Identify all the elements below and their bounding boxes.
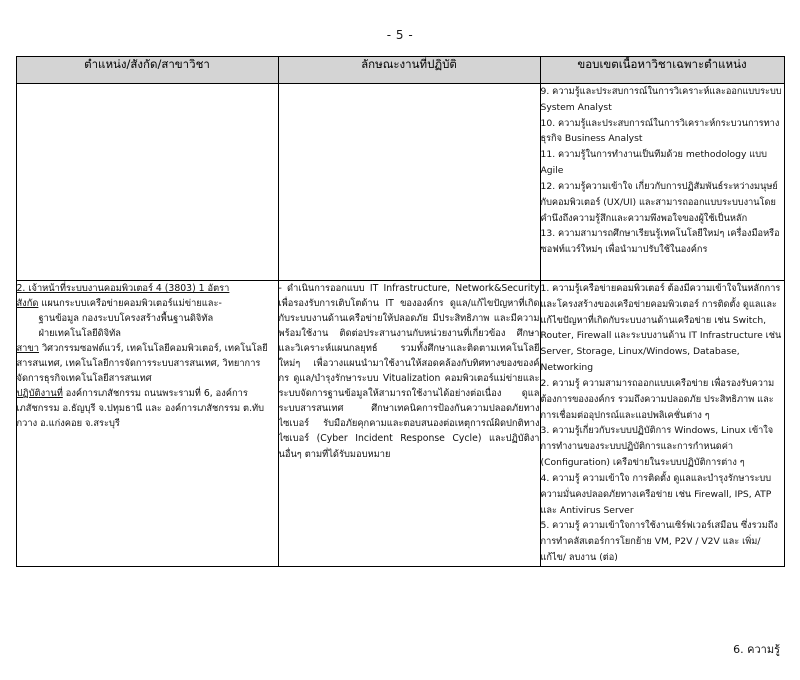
scope-item: 13. ความสามารถศึกษาเรียนรู้เทคโนโลยีใหม่ๆ เครื่องมือหรือซอฟท์แวร์ใหม่ๆ เพื่อนำมาปรับใช้ในองค์กร	[540, 228, 780, 256]
position-title: 2. เจ้าหน้าที่ระบบงานคอมพิวเตอร์ 4 (3803) 1 อัตรา	[16, 283, 230, 294]
page-number: - 5 -	[386, 28, 414, 42]
scope-item: 3. ความรู้เกี่ยวกับระบบปฏิบัติการ Windows, Linux เข้าใจการทำงานของระบบปฏิบัติการและการกำหนดค่า (Configuration) เครือข่ายในระบบปฏิบัติการต่าง ๆ	[540, 425, 774, 469]
scope-item: 4. ความรู้ ความเข้าใจ การติดตั้ง ดูแลและบำรุงรักษาระบบความมั่นคงปลอดภัยทางเครือข่าย เช่น Firewall, IPS, ATP และ Antivirus Server	[540, 472, 772, 516]
scope-item: 11. ความรู้ในการทำงานเป็นทีมด้วย methodology แบบ Agile	[540, 149, 767, 177]
scope-item: 10. ความรู้และประสบการณ์ในการวิเคราะห์กระบวนการทางธุรกิจ Business Analyst	[540, 117, 780, 145]
cell-job-description-details	[278, 281, 540, 567]
table-header-row	[16, 57, 784, 84]
scope-item: 1. ความรู้เครือข่ายคอมพิวเตอร์ ต้องมีความเข้าใจในหลักการและโครงสร้างของเครือข่ายคอมพิวเตอร์ การติดตั้ง ดูแลและแก้ไขปัญหาที่เกิดกับระบบงานด้านเครือข่าย เช่น Switch, Router, Firewall และระบบงานด้าน IT Infrastructure เช่น Server, Storage, Linux/Windows, Database, Networking	[540, 283, 782, 374]
column-header-job-description: ลักษณะงานที่ปฏิบัติ	[278, 57, 540, 84]
affiliation-line-3: ฝ่ายเทคโนโลยีดิจิทัล	[38, 328, 121, 340]
scope-item: 2. ความรู้ ความสามารถออกแบบเครือข่าย เพื่อรองรับความต้องการขององค์กร รวมถึงความปลอดภัย ประสิทธิภาพ และการเชื่อมต่ออุปกรณ์และแอปพลิเคชั่นต่าง ๆ	[540, 377, 775, 421]
workplace-text: องค์การเภสัชกรรม ถนนพระรามที่ 6, องค์การเภสัชกรรม อ.ธัญบุรี จ.ปทุมธานี และ องค์การเภสัชกรรม ต.ทับกวาง อ.แก่งคอย จ.สระบุรี	[16, 388, 265, 430]
table-row	[16, 281, 784, 567]
cell-scope-details	[540, 281, 784, 567]
continuation-footer-note: 6. ความรู้	[733, 643, 780, 656]
workplace-label: ปฏิบัติงานที่	[16, 388, 63, 400]
cell-scope-continued	[540, 84, 784, 281]
table-body	[16, 84, 784, 567]
major-label: สาขา	[16, 343, 39, 355]
affiliation-line-1: แผนกระบบเครือข่ายคอมพิวเตอร์แม่ข่ายและ-	[41, 298, 222, 310]
cell-position-empty	[16, 84, 278, 281]
cell-job-description-empty	[278, 84, 540, 281]
table-row	[16, 84, 784, 281]
major-text: วิศวกรรมซอฟต์แวร์, เทคโนโลยีคอมพิวเตอร์, เทคโนโลยีสารสนเทศ, เทคโนโลยีการจัดการระบบสารสนเทศ, วิทยาการจัดการธุรกิจเทคโนโลยีสารสนเทศ	[16, 343, 268, 385]
position-workplace	[17, 386, 278, 431]
position-major	[17, 341, 278, 386]
column-header-scope: ขอบเขตเนื้อหาวิชาเฉพาะตำแหน่ง	[540, 57, 784, 84]
affiliation-line-2: ฐานข้อมูล กองระบบโครงสร้างพื้นฐานดิจิทัล	[38, 313, 214, 325]
position-affiliation	[17, 296, 278, 311]
job-specification-table	[16, 56, 785, 567]
scope-item: 12. ความรู้ความเข้าใจ เกี่ยวกับการปฏิสัมพันธ์ระหว่างมนุษย์กับคอมพิวเตอร์ (UX/UI) และสามารถออกแบบระบบงานโดยคำนึงถึงความรู้สึกและความพึงพอใจของผู้ใช้เป็นหลัก	[540, 180, 778, 224]
column-header-position: ตำแหน่ง/สังกัด/สาขาวิชา	[16, 57, 278, 84]
affiliation-label: สังกัด	[16, 298, 39, 310]
scope-item: 9. ความรู้และประสบการณ์ในการวิเคราะห์และออกแบบระบบ System Analyst	[540, 86, 782, 113]
scope-item: 5. ความรู้ ความเข้าใจการใช้งานเซิร์ฟเวอร์เสมือน ซึ่งรวมถึงการทำคลัสเตอร์การโยกย้าย VM, P2V / V2V และ เพิ่ม/แก้ไข/ ลบงาน (ต่อ)	[540, 520, 778, 564]
cell-position-details	[16, 281, 278, 567]
job-description-text: - ดำเนินการออกแบบ IT Infrastructure, Network&Security เพื่อรองรับการเติบโตด้าน IT ขององค์กร ดูแล/แก้ไขปัญหาที่เกิดกับระบบงานด้านเครือข่ายให้ปลอดภัย มีประสิทธิภาพ และมีความพร้อมใช้งาน ติดต่อประสานงานกับหน่วยงานที่เกี่ยวข้อง ศึกษาและวิเคราะห์แผนกลยุทธ์ รวมทั้งศึกษาและติดตามเทคโนโลยีใหม่ๆ เพื่อวางแผนนำมาใช้งานให้สอดคล้องกับทิศทางของของค์กร ดูแล/บำรุงรักษาระบบ Vitualization คอมพิวเตอร์แม่ข่ายและระบบจัดการฐานข้อมูลให้สามารถใช้งานได้อย่างต่อเนื่อง ดูแลระบบสารสนเทศ ศึกษาเทคนิคการป้องกันความปลอดภัยทางไซเบอร์ รับมือภัยคุกคามและตอบสนองต่อเหตุการณ์ผิดปกติทางไซเบอร์ (Cyber Incident Response Cycle) และปฏิบัติงานอื่นๆ ตามที่ได้รับมอบหมาย	[278, 283, 540, 460]
table-header	[16, 57, 784, 84]
